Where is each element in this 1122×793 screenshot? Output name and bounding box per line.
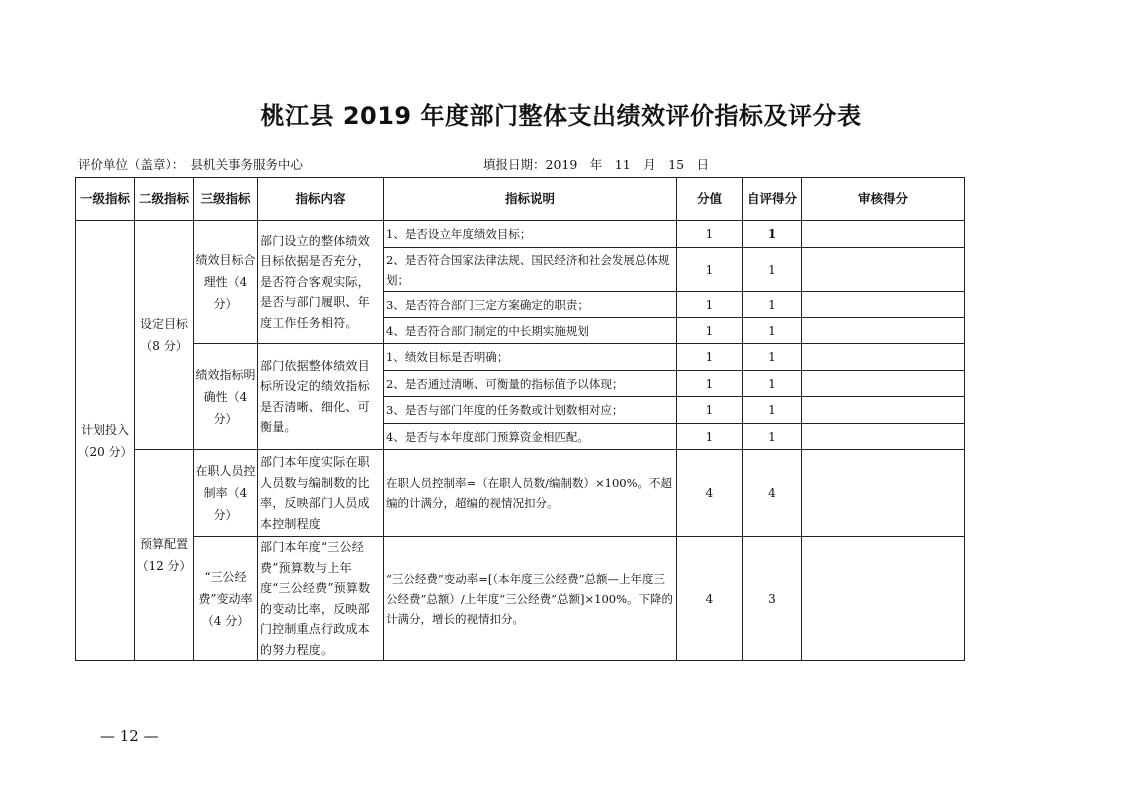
score-value: 1 <box>677 424 743 450</box>
self-score-value: 1 <box>743 344 802 371</box>
evaluation-unit: 评价单位（盖章）： 县机关事务服务中心 <box>78 157 304 172</box>
header-content: 指标内容 <box>258 178 384 221</box>
self-score-value: 1 <box>743 292 802 318</box>
indicator-description: 1、绩效目标是否明确； <box>384 344 677 371</box>
score-value: 1 <box>677 248 743 292</box>
header-level2: 二级指标 <box>135 178 194 221</box>
indicator-description: 4、是否符合部门制定的中长期实施规划 <box>384 318 677 344</box>
indicator-description: 在职人员控制率=（在职人员数/编制数）×100%。不超编的计满分，超编的视情况扣分。 <box>384 450 677 537</box>
self-score-value: 1 <box>743 221 802 248</box>
report-date: 填报日期：2019 年 11 月 15 日 <box>483 157 710 172</box>
self-score-value: 4 <box>743 450 802 537</box>
self-score-value: 3 <box>743 537 802 661</box>
indicator-content: 部门本年度实际在职人员数与编制数的比率，反映部门人员成本控制程度 <box>258 450 384 537</box>
level3-cell: 绩效目标合理性（4 分） <box>194 221 258 344</box>
self-score-value: 1 <box>743 318 802 344</box>
table-row <box>76 221 965 248</box>
indicator-description: 2、是否符合国家法律法规、国民经济和社会发展总体规划； <box>384 248 677 292</box>
self-score-value: 1 <box>743 424 802 450</box>
indicator-content: 部门依据整体绩效目标所设定的绩效指标是否清晰、细化、可衡量。 <box>258 344 384 450</box>
indicator-description: 3、是否与部门年度的任务数或计划数相对应； <box>384 397 677 424</box>
score-value: 1 <box>677 371 743 397</box>
level3-cell: 绩效指标明确性（4 分） <box>194 344 258 450</box>
score-value: 1 <box>677 221 743 248</box>
indicator-description: 4、是否与本年度部门预算资金相匹配。 <box>384 424 677 450</box>
indicator-description: 2、是否通过清晰、可衡量的指标值予以体现； <box>384 371 677 397</box>
score-value: 1 <box>677 397 743 424</box>
level2-cell: 设定目标（8 分） <box>135 221 194 450</box>
score-value: 1 <box>677 318 743 344</box>
audit-score-value <box>802 371 965 397</box>
audit-score-value <box>802 397 965 424</box>
level1-cell: 计划投入（20 分） <box>76 221 135 661</box>
audit-score-value <box>802 537 965 661</box>
header-level1: 一级指标 <box>76 178 135 221</box>
header-level3: 三级指标 <box>194 178 258 221</box>
table-row <box>76 450 965 537</box>
audit-score-value <box>802 424 965 450</box>
evaluation-table <box>75 177 965 661</box>
self-score-value: 1 <box>743 371 802 397</box>
audit-score-value <box>802 450 965 537</box>
score-value: 4 <box>677 537 743 661</box>
score-value: 1 <box>677 292 743 318</box>
self-score-value: 1 <box>743 248 802 292</box>
table-row <box>76 344 965 371</box>
level3-cell: 在职人员控制率（4 分） <box>194 450 258 537</box>
audit-score-value <box>802 318 965 344</box>
audit-score-value <box>802 248 965 292</box>
score-value: 4 <box>677 450 743 537</box>
self-score-value: 1 <box>743 397 802 424</box>
header-audit-score: 审核得分 <box>802 178 965 221</box>
indicator-description: “三公经费”变动率=[（本年度三公经费”总额—上年度三公经费”总额）/上年度“三公经费”总额]×100%。下降的计满分，增长的视情扣分。 <box>384 537 677 661</box>
header-row <box>76 178 965 221</box>
audit-score-value <box>802 221 965 248</box>
indicator-description: 1、是否设立年度绩效目标； <box>384 221 677 248</box>
header-description: 指标说明 <box>384 178 677 221</box>
audit-score-value <box>802 292 965 318</box>
page-number: — 12 — <box>100 727 159 745</box>
table-row <box>76 537 965 661</box>
page-title: 桃江县 2019 年度部门整体支出绩效评价指标及评分表 <box>260 102 862 130</box>
indicator-content: 部门设立的整体绩效目标依据是否充分，是否符合客观实际，是否与部门履职、年度工作任务相符。 <box>258 221 384 344</box>
level3-cell: “三公经费”变动率（4 分） <box>194 537 258 661</box>
level2-cell: 预算配置（12 分） <box>135 450 194 661</box>
audit-score-value <box>802 344 965 371</box>
indicator-description: 3、是否符合部门三定方案确定的职责； <box>384 292 677 318</box>
indicator-content: 部门本年度“三公经费”预算数与上年度“三公经费”预算数的变动比率，反映部门控制重点行政成本的努力程度。 <box>258 537 384 661</box>
score-value: 1 <box>677 344 743 371</box>
header-score: 分值 <box>677 178 743 221</box>
header-self-score: 自评得分 <box>743 178 802 221</box>
